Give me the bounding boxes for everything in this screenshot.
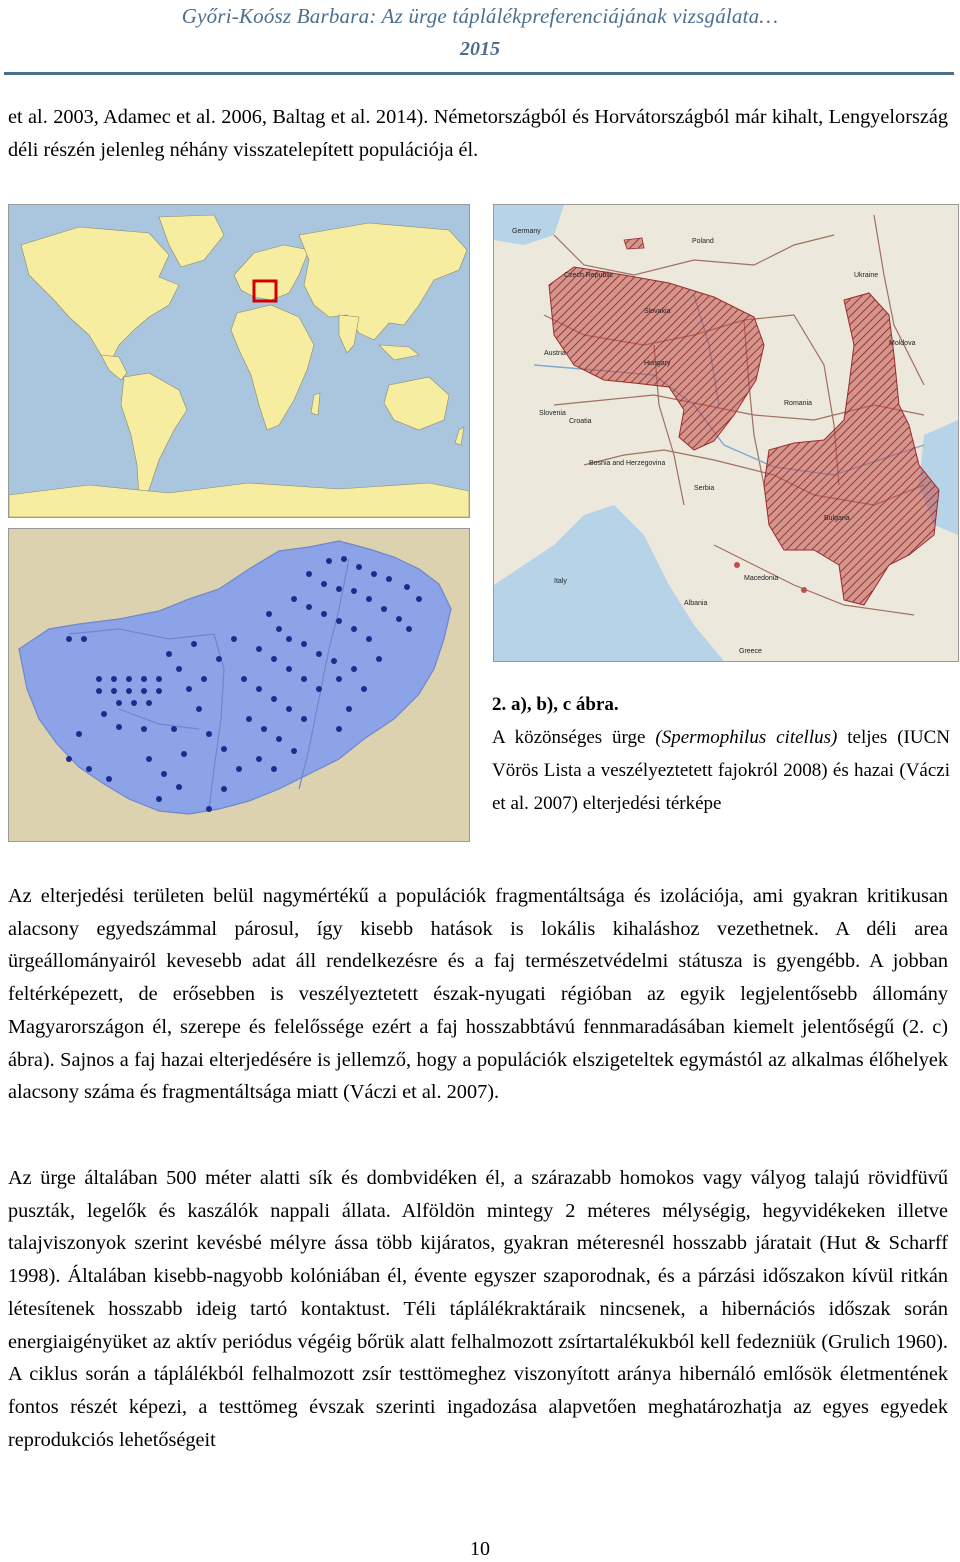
paragraph-intro: et al. 2003, Adamec et al. 2006, Baltag et al. 2014). Németországból és Horvátországból már kihalt, Lengyelország déli részén jelenleg néhány visszatelepített populációja él.	[8, 106, 948, 161]
occurrence-dot	[171, 726, 177, 732]
occurrence-dot	[371, 571, 377, 577]
occurrence-dot	[361, 686, 367, 692]
label-czech: Czech Republic	[564, 272, 614, 279]
occurrence-dot	[66, 756, 72, 762]
occurrence-dot	[146, 756, 152, 762]
occurrence-dot	[176, 784, 182, 790]
occurrence-dot	[196, 706, 202, 712]
occurrence-dot	[336, 618, 342, 624]
occurrence-dot	[126, 688, 132, 694]
occurrence-dot	[306, 604, 312, 610]
label-moldova: Moldova	[889, 340, 916, 347]
range-map-figure	[493, 204, 959, 662]
occurrence-dot	[351, 626, 357, 632]
occurrence-dot	[206, 731, 212, 737]
label-germany: Germany	[512, 228, 541, 235]
occurrence-dot	[316, 686, 322, 692]
occurrence-dot	[396, 616, 402, 622]
occurrence-dot	[291, 748, 297, 754]
occurrence-dot	[206, 806, 212, 812]
occurrence-dot	[116, 724, 122, 730]
occurrence-dot	[156, 688, 162, 694]
occurrence-dot	[331, 658, 337, 664]
occurrence-dot	[321, 581, 327, 587]
occurrence-dot	[96, 688, 102, 694]
occurrence-dot	[341, 556, 347, 562]
occurrence-dot	[166, 651, 172, 657]
occurrence-dot	[81, 636, 87, 642]
occurrence-dot	[146, 700, 152, 706]
occurrence-dot	[236, 766, 242, 772]
occurrence-dot	[156, 676, 162, 682]
occurrence-dot	[111, 676, 117, 682]
occurrence-dot	[404, 584, 410, 590]
occurrence-dot	[321, 611, 327, 617]
occurrence-dot	[306, 571, 312, 577]
occurrence-dot	[366, 636, 372, 642]
occurrence-dot	[286, 636, 292, 642]
occurrence-dot	[386, 576, 392, 582]
label-romania: Romania	[784, 400, 813, 407]
occurrence-dot	[276, 626, 282, 632]
occurrence-dot	[241, 676, 247, 682]
occurrence-dot	[346, 706, 352, 712]
occurrence-dot	[101, 711, 107, 717]
occurrence-dot	[201, 676, 207, 682]
label-macedonia: Macedonia	[744, 575, 779, 582]
occurrence-dot	[141, 726, 147, 732]
occurrence-dot	[96, 676, 102, 682]
isolated-population-dot	[734, 562, 740, 568]
running-header-year: 2015	[460, 38, 500, 60]
occurrence-dot	[191, 641, 197, 647]
occurrence-dot	[221, 786, 227, 792]
occurrence-dot	[336, 676, 342, 682]
occurrence-dot	[66, 636, 72, 642]
occurrence-dot	[406, 626, 412, 632]
occurrence-dot	[256, 686, 262, 692]
occurrence-dot	[381, 606, 387, 612]
occurrence-dot	[301, 716, 307, 722]
poland-range-patch	[624, 238, 644, 249]
label-croatia: Croatia	[569, 418, 592, 425]
occurrence-dot	[271, 696, 277, 702]
occurrence-dot	[116, 700, 122, 706]
label-austria: Austria	[544, 350, 566, 357]
occurrence-dot	[126, 676, 132, 682]
label-greece: Greece	[739, 648, 762, 655]
antarctica-shape	[9, 483, 469, 517]
label-bulgaria: Bulgaria	[824, 515, 850, 522]
caption-text-before: A közönséges ürge	[492, 727, 656, 748]
occurrence-dot	[141, 688, 147, 694]
label-bosnia: Bosnia and Herzegovina	[589, 460, 666, 467]
occurrence-dot	[271, 766, 277, 772]
occurrence-dot	[86, 766, 92, 772]
occurrence-dot	[181, 751, 187, 757]
occurrence-dot	[316, 651, 322, 657]
occurrence-dot	[326, 558, 332, 564]
occurrence-dot	[256, 756, 262, 762]
figure-caption	[492, 688, 950, 820]
occurrence-dot	[141, 676, 147, 682]
label-italy: Italy	[554, 578, 567, 585]
occurrence-dot	[351, 666, 357, 672]
label-hungary: Hungary	[644, 360, 671, 367]
occurrence-dot	[76, 731, 82, 737]
caption-title: 2. a), b), c ábra.	[492, 694, 619, 715]
occurrence-dot	[356, 564, 362, 570]
occurrence-dot	[336, 586, 342, 592]
occurrence-dot	[266, 611, 272, 617]
header-divider	[4, 72, 954, 75]
label-serbia: Serbia	[694, 485, 715, 492]
page-number: 10	[470, 1538, 490, 1560]
occurrence-dot	[106, 776, 112, 782]
occurrence-dot	[256, 646, 262, 652]
occurrence-dot	[336, 726, 342, 732]
running-header-title: Győri-Koósz Barbara: Az ürge táplálékpreferenciájának vizsgálata…	[181, 4, 779, 28]
occurrence-dot	[111, 688, 117, 694]
occurrence-dot	[186, 686, 192, 692]
occurrence-dot	[291, 596, 297, 602]
occurrence-dot	[366, 596, 372, 602]
label-ukraine: Ukraine	[854, 272, 879, 279]
occurrence-dot	[131, 700, 137, 706]
occurrence-dot	[416, 596, 422, 602]
occurrence-dot	[286, 706, 292, 712]
world-map-figure	[8, 204, 470, 518]
label-poland: Poland	[692, 238, 714, 245]
caption-text-after: teljes (IUCN Vörös Lista a veszélyeztetett fajokról 2008) és hazai (Váczi et al. 2007) elterjedési térképe	[492, 727, 950, 814]
hungary-map-figure	[8, 528, 470, 842]
occurrence-dot	[231, 636, 237, 642]
label-albania: Albania	[684, 600, 708, 607]
occurrence-dot	[301, 641, 307, 647]
occurrence-dot	[246, 716, 252, 722]
occurrence-dot	[261, 726, 267, 732]
occurrence-dot	[176, 666, 182, 672]
occurrence-dot	[351, 588, 357, 594]
paragraph-ecology: Az ürge általában 500 méter alatti sík és dombvidéken él, a szárazabb homokos vagy vályog talajú rövidfüvű puszták, legelők és kaszálók nappali állata. Alföldön mintegy 2 méteres mélységig, hegyvidékeken illetve talajviszonyok szerint kevésbé mélyre ássa több kijáratos, gyakran méteresnél hosszabb járatait (Hut & Scharff 1998). Általában kisebb-nagyobb kolóniában él, évente egyszer szaporodnak, és a párzási időszakon kívül ritkán létesítenek hosszabb ideig tartó kontaktust. Téli táplálékraktáraik nincsenek, a hibernációs időszak során energiaigényüket az aktív periódus végéig bőrük alatt felhalmozott zsírtartalékukból kell fedezniük (Grulich 1960). A ciklus során a táplálékból felhalmozott zsír testtömeghez viszonyított aránya hibernáló emlősök életmentének fontos részét képezi, a testtömeg évszak szerinti ingadozása alapvetően meghatározhatja az egyes egyedek reprodukciós lehetőségeit	[8, 1167, 948, 1451]
occurrence-dot	[221, 746, 227, 752]
occurrence-dot	[156, 796, 162, 802]
occurrence-dot	[271, 656, 277, 662]
occurrence-dot	[301, 676, 307, 682]
occurrence-dot	[376, 656, 382, 662]
occurrence-dot	[161, 771, 167, 777]
label-slovenia: Slovenia	[539, 410, 566, 417]
occurrence-dot	[216, 656, 222, 662]
caption-species: (Spermophilus citellus)	[655, 727, 838, 748]
label-slovakia: Slovakia	[644, 308, 671, 315]
occurrence-dot	[276, 736, 282, 742]
isolated-population-dot	[801, 587, 807, 593]
paragraph-fragmentation: Az elterjedési területen belül nagymértékű a populációk fragmentáltsága és izolációja, ami gyakran kritikusan alacsony egyedszámmal párosul, így kisebb hatások is lokális kihaláshoz vezethetnek. A déli area ürgeállományairól kevesebb adat áll rendelkezésre és a faj természetvédelmi státusza is gyengébb. A jobban feltérképezett, de erősebben is veszélyeztetett észak-nyugati régióban az egyik legjelentősebb állomány Magyarországon él, szerepe és felelőssége ezért a faj hosszabbtávú fennmaradásában kiemelt jelentőségű (2. c) ábra). Sajnos a faj hazai elterjedésére is jellemző, hogy a populációk elszigeteltek egymástól az alkalmas élőhelyek alacsony száma és fragmentáltsága miatt (Váczi et al. 2007).	[8, 885, 948, 1104]
occurrence-dot	[286, 666, 292, 672]
